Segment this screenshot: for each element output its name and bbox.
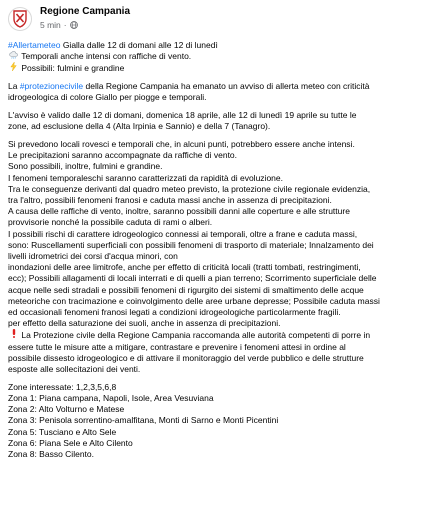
page-name-link[interactable]: Regione Campania — [40, 6, 131, 17]
hashtag-protezionecivile[interactable]: #protezionecivile — [19, 81, 84, 92]
p4-line: sono: Ruscellamenti superficiali con possibili fenomeni di trasporto di materiale; Innalzamento dei — [8, 239, 374, 250]
p4-line: Le precipitazioni saranno accompagnate da raffiche di vento. — [8, 150, 238, 161]
p2-pre: La — [8, 81, 20, 92]
intro-line3: Possibili: fulmini e grandine — [21, 63, 125, 74]
meta-separator: · — [63, 20, 67, 30]
paragraph-validity — [8, 110, 435, 132]
zones-list — [8, 382, 435, 460]
warning-line: possibile dissesto idrogeologico e di attivare il monitoraggio del verde pubblico e delle strutture — [8, 352, 364, 363]
p4-line: ecc); Possibili allagamenti di locali interrati e di quelli a pian terreno; Scorrimento superficiale delle — [8, 273, 377, 284]
hashtag-allertameteo[interactable]: #Allertameteo — [8, 40, 61, 50]
zone-item: Zona 1: Piana campana, Napoli, Isole, Area Vesuviana — [8, 392, 214, 403]
exclamation-icon — [8, 329, 19, 341]
post-body — [8, 40, 435, 460]
p4-line: A causa delle raffiche di vento, inoltre, saranno possibili danni alle coperture e alle strutture — [8, 206, 350, 217]
p4-line: I possibili rischi di carattere idrogeologico connessi ai temporali, oltre a frane e caduta massi, — [8, 228, 358, 239]
p4-line: Tra le conseguenze derivanti dal quadro meteo previsto, la protezione civile regionale evidenzia, — [8, 183, 371, 194]
p4-line: provvisorie nonché la possibile caduta di rami o alberi. — [8, 217, 213, 228]
lightning-icon — [8, 62, 19, 74]
p4-line: Si prevedono locali rovesci e temporali che, in alcuni punti, potrebbero essere anche intensi. — [8, 138, 355, 149]
zone-item: Zona 5: Tusciano e Alto Sele — [8, 426, 117, 437]
zones-interested: Zone interessate: 1,2,3,5,6,8 — [8, 381, 117, 392]
p4-line: livelli idrometrici dei corsi d'acqua minori, con — [8, 250, 178, 261]
cloud-rain-icon — [8, 51, 19, 62]
zone-item: Zona 2: Alto Volturno e Matese — [8, 404, 125, 415]
zone-item: Zona 3: Penisola sorrentino-amalfitana, Monti di Sarno e Monti Picentini — [8, 415, 279, 426]
p2-post: della Regione Campania ha emanato un avviso di allerta meteo con criticità — [83, 81, 370, 92]
post-meta — [40, 19, 130, 31]
p4-line: inondazioni delle aree limitrofe, anche per effetto di criticità locali (tratti tombati, restringimenti, — [8, 262, 361, 273]
warning-line: essere tutte le misure atte a mitigare, contrastare e prevenire i fenomeni attesi in ordine al — [8, 341, 346, 352]
intro-line1: Gialla dalle 12 di domani alle 12 di lunedì — [60, 40, 218, 50]
warning-line: esposte alle sollecitazioni dei venti. — [8, 363, 141, 374]
p4-line: acque nelle sedi stradali e possibili fenomeni di rigurgito dei sistemi di smaltimento delle acque — [8, 284, 364, 295]
p3-line: L'avviso è valido dalle 12 di domani, domenica 18 aprile, alle 12 di lunedì 19 aprile su tutte le — [8, 110, 357, 121]
paragraph-protezionecivile — [8, 81, 435, 103]
globe-icon — [70, 21, 78, 29]
post-header — [8, 6, 435, 40]
intro-paragraph — [8, 40, 435, 75]
zone-item: Zona 6: Piana Sele e Alto Cilento — [8, 437, 133, 448]
post-time[interactable]: 5 min — [40, 20, 61, 30]
regione-campania-logo-icon — [12, 10, 28, 28]
paragraph-details — [8, 139, 435, 375]
avatar[interactable] — [8, 7, 32, 31]
intro-line2: Temporali anche intensi con raffiche di vento. — [21, 51, 192, 62]
p4-line: meteoriche con tracimazione e coinvolgimento delle aree urbane depresse; Possibile caduta massi — [8, 295, 380, 306]
p4-line: I fenomeni temporaleschi saranno caratterizzati da rapidità di evoluzione. — [8, 172, 283, 183]
p2-line2: idrogeologica di colore Giallo per piogge e temporali. — [8, 92, 207, 103]
p4-line: ed occasionali fenomeni franosi legati a condizioni idrogeologiche particolarmente fragili. — [8, 306, 341, 317]
zone-item: Zona 8: Basso Cilento. — [8, 448, 94, 459]
p4-line: tra l'altro, possibili fenomeni franosi e caduta massi anche in assenza di precipitazioni. — [8, 194, 332, 205]
p3-line: zone, ad esclusione della 4 (Alta Irpinia e Sannio) e della 7 (Tanagro). — [8, 121, 271, 132]
warning-line1: La Protezione civile della Regione Campania raccomanda alle autorità competenti di porre in — [21, 330, 371, 341]
p4-line: Sono possibili, inoltre, fulmini e grandine. — [8, 161, 163, 172]
p4-line: per effetto della saturazione dei suoli, anche in assenza di precipitazioni. — [8, 318, 281, 329]
